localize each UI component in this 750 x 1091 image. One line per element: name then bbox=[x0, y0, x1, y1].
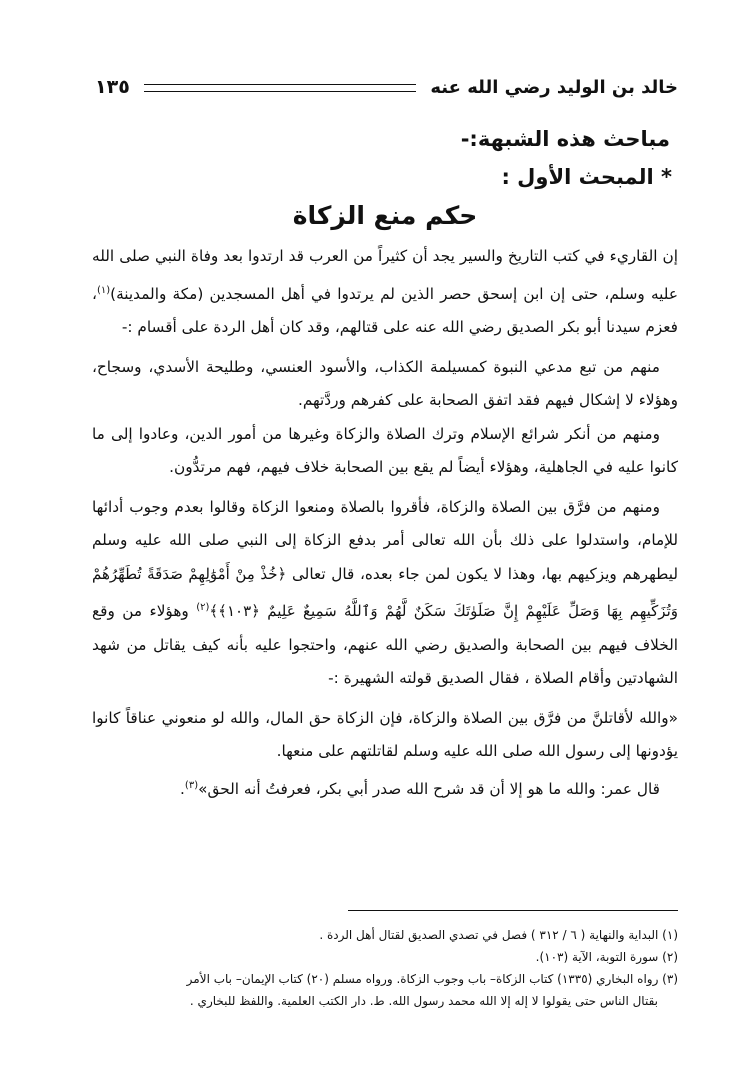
footnote-ref[interactable]: (٣) bbox=[184, 779, 199, 791]
verse-open-bracket: ﴿ bbox=[277, 564, 287, 583]
paragraph-text: قال عمر: والله ما هو إلا أن قد شرح الله صدر أبي بكر، فعرفتُ أنه الحق» bbox=[198, 779, 660, 798]
paragraph-text: وهؤلاء من وقع الخلاف فيهم بين الصحابة والصديق رضي الله عنهم، واحتجوا عليه بأنه كيف يقاتل من شهد الشهادتين وأقام الصلاة ، فقال الصديق قولته الشهيرة :- bbox=[92, 602, 678, 688]
paragraph: منهم من تبع مدعي النبوة كمسيلمة الكذاب، والأسود العنسي، وطليحة الأسدي، وسجاح، وهؤلاء لا إشكال فيهم فقد اتفق الصحابة على كفرهم وردَّتهم. bbox=[92, 357, 678, 410]
paragraph: ومنهم من أنكر شرائع الإسلام وترك الصلاة والزكاة وغيرها من أمور الدين، وعادوا إلى ما كانوا عليه في الجاهلية، وهؤلاء أيضاً لم يقع بين الصحابة خلاف فيهم، فهم مرتدُّون. bbox=[92, 424, 678, 477]
paragraph bbox=[92, 769, 678, 807]
paragraph-text: ومنهم من فرَّق بين الصلاة والزكاة، فأقروا بالصلاة ومنعوا الزكاة وقالوا بعدم وجوب أدائها للإمام، واستدلوا على ذلك بأن الله تعالى أمر بدفع الزكاة إلى النبي صلى الله عليه وسلم ليطهرهم ويزكيهم بها، وهذا لا يكون لمن جاء بعده، قال تعالى bbox=[92, 497, 678, 583]
header-rule bbox=[144, 84, 417, 92]
topic-heading: * المبحث الأول : bbox=[501, 165, 672, 189]
paragraph bbox=[92, 240, 678, 345]
footnote: (٢) سورة التوبة، الآية (١٠٣). bbox=[535, 950, 678, 964]
verse-close-bracket: ﴾ bbox=[209, 602, 219, 621]
paragraph bbox=[92, 491, 678, 696]
page-header bbox=[95, 72, 678, 102]
paragraph-text: . bbox=[180, 779, 185, 798]
footnote: (١) البداية والنهاية ( ٦ / ٣١٢ ) فصل في تصدي الصديق لقتال أهل الردة . bbox=[319, 928, 678, 942]
footnote-divider bbox=[348, 910, 678, 911]
footnote-ref[interactable]: (٢) bbox=[196, 602, 210, 614]
footnote: (٣) رواه البخاري (١٣٣٥) كتاب الزكاة– باب وجوب الزكاة. ورواه مسلم (٢٠) كتاب الإيمان– باب الأمر bbox=[186, 972, 678, 986]
quote-paragraph: «والله لأقاتلنَّ من فرَّق بين الصلاة والزكاة، فإن الزكاة حق المال، والله لو منعوني عناقاً كانوا يؤدونها إلى رسول الله صلى الله عليه وسلم لقاتلتهم على منعها. bbox=[92, 708, 678, 761]
footnote-continuation: بقتال الناس حتى يقولوا لا إله إلا الله محمد رسول الله. ط. دار الكتب العلمية. واللفظ للبخاري . bbox=[189, 994, 658, 1008]
section-heading: مباحث هذه الشبهة:- bbox=[460, 127, 670, 151]
paragraph-text: ، فعزم سيدنا أبو بكر الصديق رضي الله عنه على قتالهم، وقد كان أهل الردة على أقسام :- bbox=[92, 284, 678, 337]
page-body bbox=[92, 120, 678, 806]
running-title: خالد بن الوليد رضي الله عنه bbox=[430, 76, 678, 98]
footnote-ref[interactable]: (١) bbox=[96, 284, 111, 296]
page-number: ١٣٥ bbox=[95, 76, 130, 98]
footnotes bbox=[72, 924, 678, 1012]
quran-verse: خُذْ مِنْ أَمْوَٰلِهِمْ صَدَقَةً تُطَهِّرُهُمْ وَتُزَكِّيهِم بِهَا وَصَلِّ عَلَيْهِمْ إِنَّ صَلَوٰتَكَ سَكَنٌ لَّهُمْ وَٱللَّهُ سَمِيعٌ عَلِيمٌ ﴿١٠٣﴾ bbox=[92, 564, 678, 621]
chapter-title: حكم منع الزكاة bbox=[292, 201, 478, 230]
paragraph-text: إن القاريء في كتب التاريخ والسير يجد أن كثيراً من العرب قد ارتدوا بعد وفاة النبي صلى الله عليه وسلم، حتى إن ابن إسحق حصر الذين لم يرتدوا في أهل المسجدين (مكة والمدينة) bbox=[92, 247, 678, 303]
